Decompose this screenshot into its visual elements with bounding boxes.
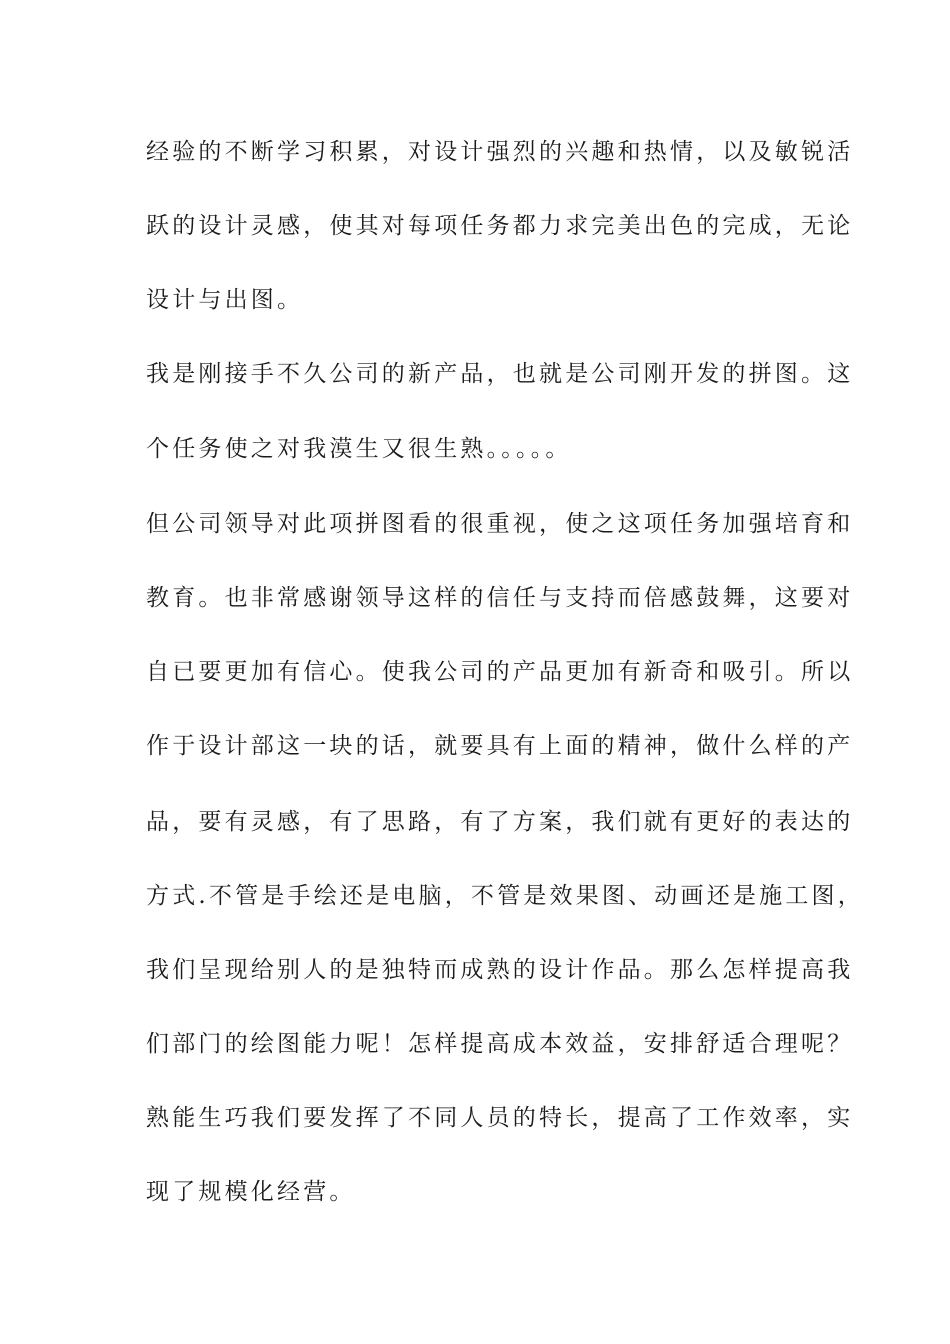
text-line: 作于设计部这一块的话，就要具有上面的精神，做什么样的产 bbox=[146, 733, 854, 759]
text-line: 们部门的绘图能力呢！怎样提高成本效益，安排舒适合理呢？ bbox=[146, 1031, 854, 1057]
text-line: 个任务使之对我漠生又很生熟。。。。。 bbox=[146, 436, 572, 462]
text-line: 跃的设计灵感，使其对每项任务都力求完美出色的完成，无论 bbox=[146, 213, 854, 239]
text-line: 品，要有灵感，有了思路，有了方案，我们就有更好的表达的 bbox=[146, 809, 854, 835]
text-line: 方式.不管是手绘还是电脑，不管是效果图、动画还是施工图， bbox=[146, 883, 864, 909]
text-line: 教育。也非常感谢领导这样的信任与支持而倍感鼓舞，这要对 bbox=[146, 585, 854, 611]
text-line: 经验的不断学习积累，对设计强烈的兴趣和热情，以及敏锐活 bbox=[146, 139, 854, 165]
text-line: 但公司领导对此项拼图看的很重视，使之这项任务加强培育和 bbox=[146, 511, 854, 537]
text-line: 自已要更加有信心。使我公司的产品更加有新奇和吸引。所以 bbox=[146, 659, 854, 685]
text-line: 我们呈现给别人的是独特而成熟的设计作品。那么怎样提高我 bbox=[146, 957, 854, 983]
text-line: 现了规模化经营。 bbox=[146, 1179, 356, 1205]
text-line: 我是刚接手不久公司的新产品，也就是公司刚开发的拼图。这 bbox=[146, 361, 854, 387]
text-line: 设计与出图。 bbox=[146, 287, 304, 313]
text-line: 熟能生巧我们要发挥了不同人员的特长，提高了工作效率，实 bbox=[146, 1105, 854, 1131]
